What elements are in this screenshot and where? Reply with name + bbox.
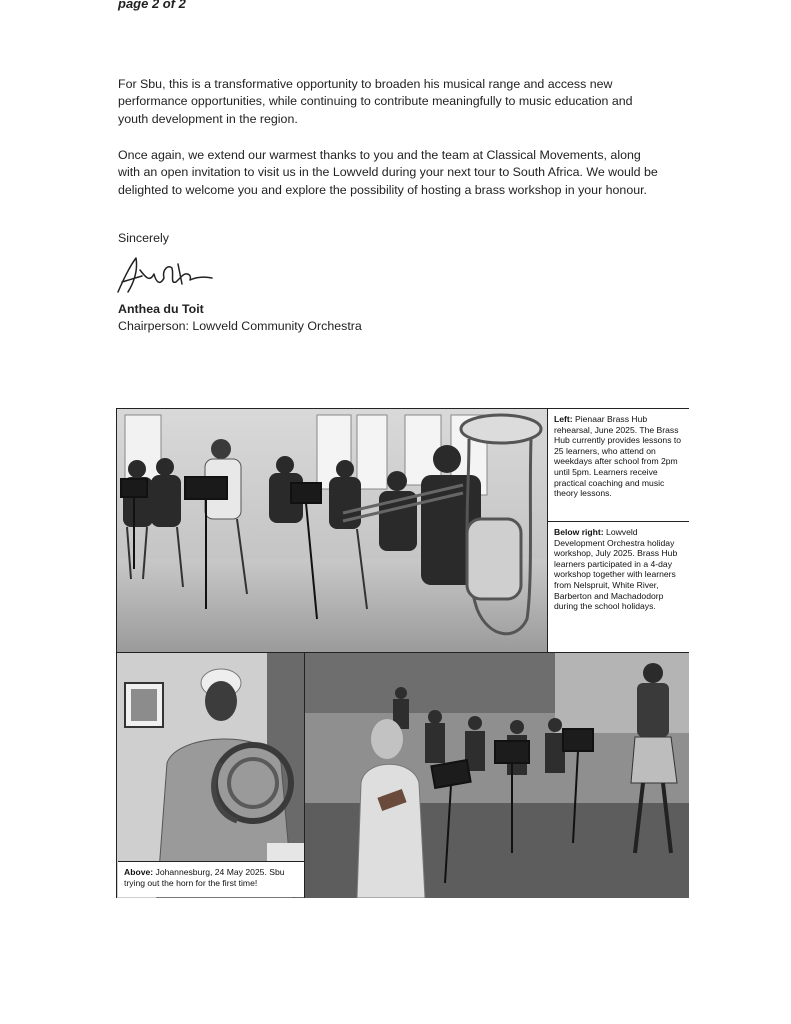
- caption-below-right-text: Lowveld Development Orchestra holiday workshop, July 2025. Brass Hub learners participated in a 4-day workshop together with learners from Nelspruit, White River, Barberton and Machadodorp during the school holidays.: [554, 527, 678, 612]
- handwritten-signature: [112, 252, 242, 298]
- orchestra-workshop-photo: [305, 653, 689, 898]
- page-indicator: page 2 of 2: [118, 0, 186, 11]
- letter-paragraph-1: For Sbu, this is a transformative opportunity to broaden his musical range and access new performance opportunities, while continuing to contribute meaningfully to music education and youth development in the region.: [118, 77, 633, 126]
- caption-left-label: Left:: [554, 414, 573, 424]
- caption-above-label: Above:: [124, 867, 154, 877]
- caption-above: [118, 861, 304, 897]
- photo-collage: [116, 408, 689, 898]
- signer-title: Chairperson: Lowveld Community Orchestra: [118, 319, 362, 333]
- caption-left-text: Pienaar Brass Hub rehearsal, June 2025. The Brass Hub currently provides lessons to 25 learners, who attend on weekdays after school from 2pm until 5pm. Learners receive practical coaching and music theory lessons.: [554, 414, 682, 499]
- letter-paragraph-2: Once again, we extend our warmest thanks to you and the team at Classical Movements, along with an open invitation to visit us in the Lowveld during your next tour to South Africa. We would be delighted to welcome you and explore the possibility of hosting a brass workshop in your honour.: [118, 148, 658, 197]
- caption-left: [548, 409, 689, 522]
- caption-below-right: [548, 522, 689, 653]
- caption-below-right-label: Below right:: [554, 527, 604, 537]
- signer-name: Anthea du Toit: [118, 302, 204, 316]
- brass-hub-rehearsal-photo: [117, 409, 548, 653]
- closing-salutation: Sincerely: [118, 231, 169, 245]
- caption-above-text: Johannesburg, 24 May 2025. Sbu trying out the horn for the first time!: [124, 867, 285, 888]
